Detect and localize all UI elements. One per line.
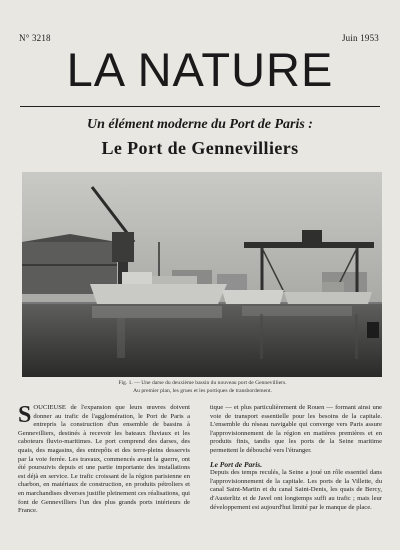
port-photograph <box>22 172 382 377</box>
article-title: Le Port de Gennevilliers <box>101 138 299 158</box>
photo-caption-line1: Fig. 1. — Une darse du deuxième bassin du nouveau port de Gennevilliers. <box>118 380 287 386</box>
article-column-left-text: OUCIEUSE de l'expansion que leurs œuvres doivent donner au trafic de l'agglomération, le Port de Paris a entrepris la construction d'un ensemble de bassins à Gennevilliers, destinés à recevoir les bateaux fluviaux et les caboteurs fluvio-maritimes. Le port comprend des darses, des quais, des magasins, des entrepôts et des terre-pleins desservis par la voie ferrée. Les travaux, commencés avant la guerre, ont été poursuivis depuis et une partie importante des installations est déjà en service. Le trafic croissant de la région parisienne en charbon, en matériaux de construction, en produits pétroliers et en marchandises diverses justifie pleinement ces réalisations, qui font de Gennevilliers l'un des plus grands ports intérieurs de France. <box>18 404 190 515</box>
article-column-right <box>210 404 382 512</box>
masthead-title: LA NATURE <box>66 43 334 96</box>
issue-number: N° 3218 <box>19 33 51 43</box>
issue-date: Juin 1953 <box>341 33 379 43</box>
photo-caption <box>30 380 375 395</box>
drop-cap: S <box>18 402 32 428</box>
article-column-right-text: tique — et plus particulièrement de Rouen — formant ainsi une voie de transport essentielle pour les besoins de la capitale. L'ensemble du réseau navigable qui converge vers Paris assure l'approvisionnement de la région en matières premières et en produits finis, tandis que les ports de la Seine maritime permettent le débouché vers l'étranger. <box>210 404 382 454</box>
section-heading: Le Port de Paris. <box>210 459 263 469</box>
port-photo-illustration <box>22 172 382 377</box>
article-subtitle: Un élément moderne du Port de Paris : <box>87 117 313 132</box>
article-column-left <box>18 404 190 516</box>
photo-caption-line2: Au premier plan, les grues et les portiques de transbordement. <box>133 387 272 394</box>
masthead-rule <box>20 106 380 107</box>
article-column-right-text-2: Depuis des temps reculés, la Seine a joué un rôle essentiel dans l'approvisionnement de la capitale. Les ports de la Villette, du canal Saint-Martin et du canal Saint-Denis, les quais de Bercy, d'Austerlitz et de Javel ont longtemps suffi au trafic ; mais leur développement est aujourd'hui limité par le manque de place. <box>210 469 382 511</box>
